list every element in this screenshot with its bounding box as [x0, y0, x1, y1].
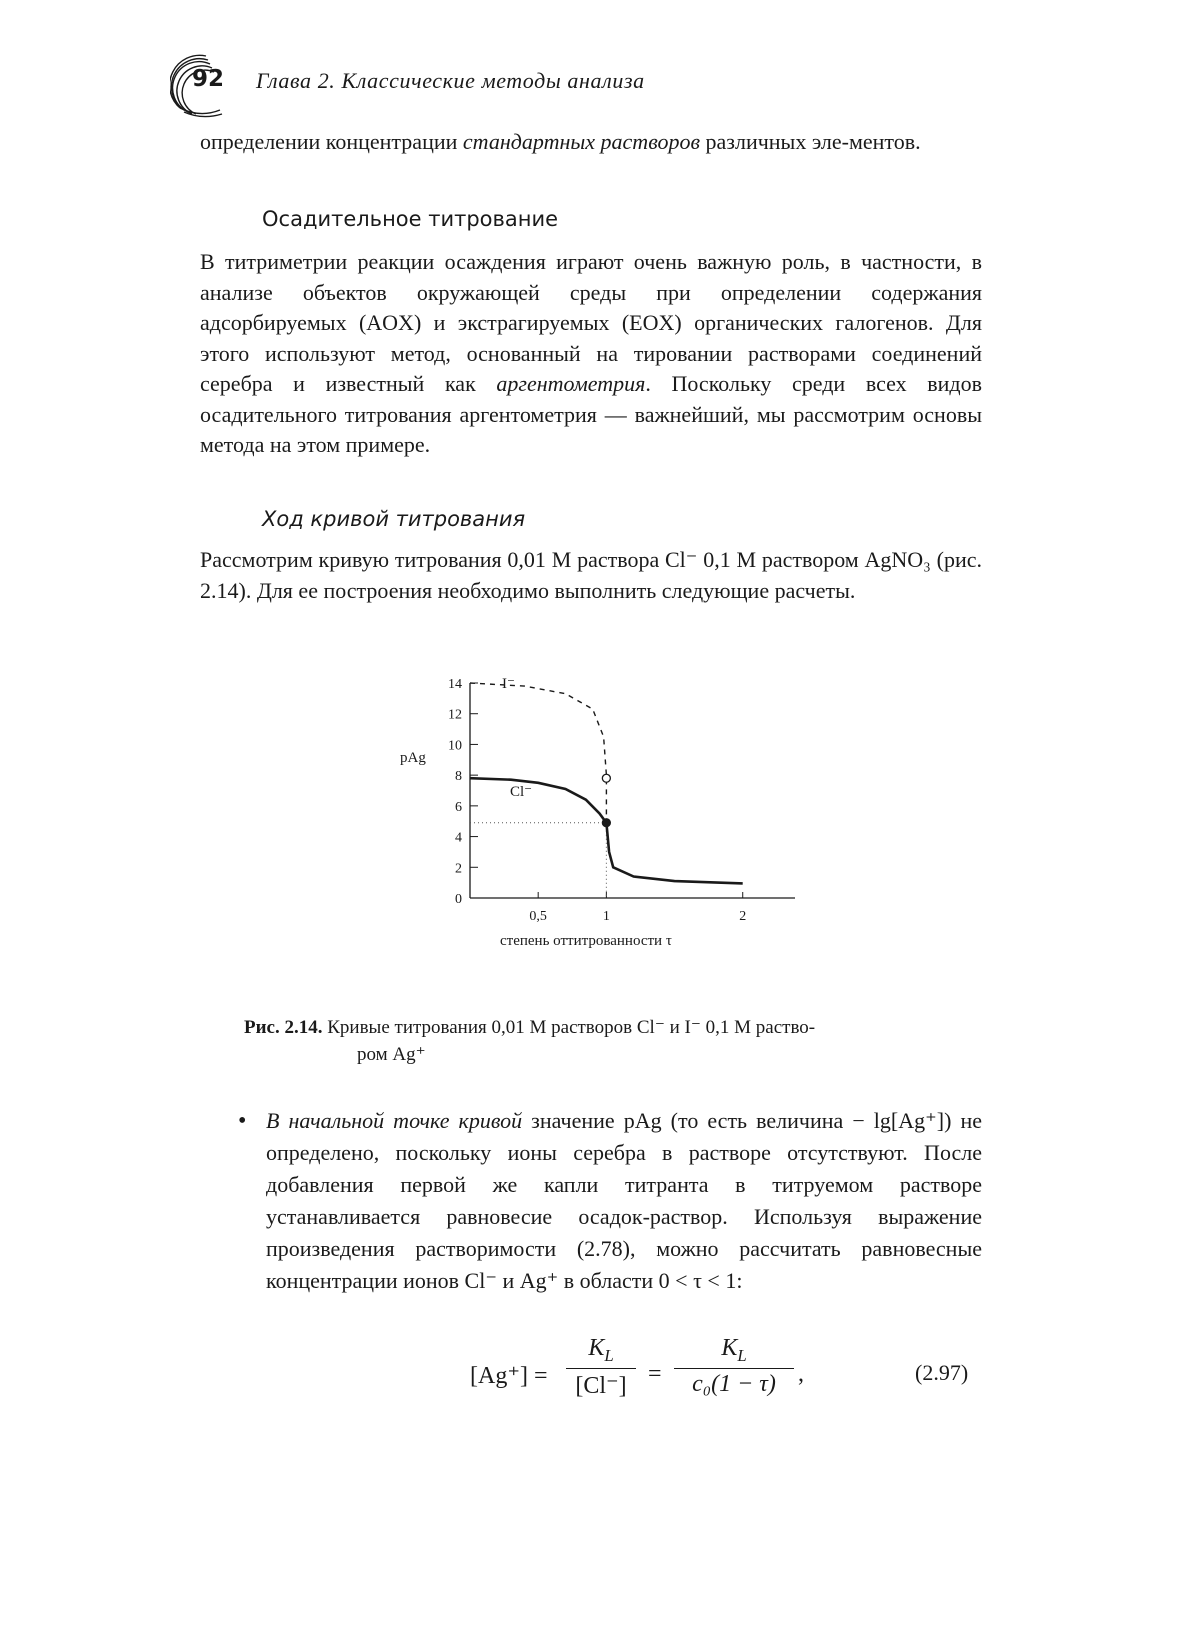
titration-chart: [400, 670, 800, 1000]
figure-caption: [244, 1014, 982, 1068]
y-tick-label: 14: [448, 677, 462, 692]
chart-ticks: [448, 677, 746, 924]
intro-italic: стандартных растворов: [462, 129, 701, 154]
section2-paragraph: Рассмотрим кривую титрования 0,01 M раствора Cl⁻ 0,1 M раствором AgNO₃ (рис. 2.14). Для ее построения необходимо выполнить следующие расчеты.: [200, 547, 982, 603]
caption-text-2: ром Ag⁺: [357, 1044, 426, 1065]
bullet-marker: •: [238, 1108, 247, 1134]
bullet-item: [238, 1105, 982, 1297]
fraction-2: [674, 1335, 794, 1398]
fraction2-numerator: K: [721, 1335, 738, 1361]
y-tick-label: 0: [455, 892, 462, 907]
section-heading-curve: Ход кривой титрования: [262, 507, 526, 531]
fraction2-denominator: c₀(1 − τ): [674, 1368, 794, 1398]
fraction1-num-sub: L: [604, 1345, 614, 1365]
section1-paragraph: [200, 247, 982, 461]
fraction-1: [566, 1335, 636, 1400]
fraction2-num-sub: L: [737, 1345, 747, 1365]
series-label-chloride: Cl⁻: [510, 784, 533, 800]
y-tick-label: 12: [448, 707, 462, 723]
chart-ylabel: pAg: [400, 750, 426, 766]
equation-number: (2.97): [915, 1360, 969, 1385]
bullet-body: значение pAg (то есть величина − lg[Ag⁺]) не определено, поскольку ионы серебра в растворе отсутствуют. После добавления первой же капли титранта в титруемом растворе устанавливается равновесие осадок-раствор. Используя выражение произведения растворимости (2.78), можно рассчитать равновесные концентрации ионов Cl⁻ и Ag⁺ в области 0 < τ < 1:: [266, 1108, 982, 1293]
bullet-text: [266, 1105, 982, 1297]
titration-chart-svg: [400, 670, 800, 1000]
intro-paragraph: [200, 127, 982, 158]
y-tick-label: 6: [455, 799, 462, 815]
marker-filled: [602, 819, 610, 827]
section1-italic: аргентометрия: [496, 371, 646, 396]
running-head: Глава 2. Классические методы анализа: [256, 68, 645, 93]
page-number: 92: [192, 66, 225, 92]
chart-guides: [470, 823, 606, 898]
chart-xlabel: степень оттитрованности τ: [500, 933, 672, 949]
intro-rest: различных эле-ментов.: [700, 129, 921, 154]
y-tick-label: 8: [455, 769, 462, 785]
fraction1-denominator: [Cl⁻]: [566, 1368, 636, 1400]
x-tick-label: 2: [739, 909, 747, 924]
formula-eq2: =: [648, 1361, 662, 1387]
series-label-iodide: I⁻: [502, 676, 515, 692]
x-tick-label: 1: [602, 909, 610, 924]
caption-text-1: Кривые титрования 0,01 M растворов Cl⁻ и I⁻ 0,1 M раство-: [322, 1017, 816, 1038]
intro-text: определении концентрации: [200, 129, 463, 154]
section1-text-b: . Поскольку среди всех видов осадительного титрования аргентометрия — важнейший, мы рассмотрим основы метода на этом примере.: [200, 371, 982, 457]
page-header: [170, 48, 970, 118]
fraction1-numerator: K: [588, 1335, 605, 1361]
y-tick-label: 2: [455, 861, 462, 877]
formula-2-97: [470, 1335, 990, 1415]
marker-open: [602, 774, 610, 782]
bullet-italic-lead: В начальной точке кривой: [266, 1108, 523, 1133]
formula-lhs: [Ag⁺] =: [470, 1363, 548, 1389]
caption-label: Рис. 2.14.: [244, 1017, 323, 1038]
x-tick-label: 0,5: [529, 909, 547, 924]
section-heading-precipitation: Осадительное титрование: [262, 207, 559, 231]
formula-tail: ,: [798, 1361, 804, 1387]
y-tick-label: 10: [448, 738, 462, 754]
section1-text-a: В титриметрии реакции осаждения играют очень важную роль, в частности, в анализе объектов окружающей среды при определении содержания адсорбируемых (AOX) и экстрагируемых (EOX) органических галогенов. Для этого используют метод, основанный на тировании растворами соединений серебра и известный как: [200, 249, 982, 396]
y-tick-label: 4: [455, 830, 462, 846]
